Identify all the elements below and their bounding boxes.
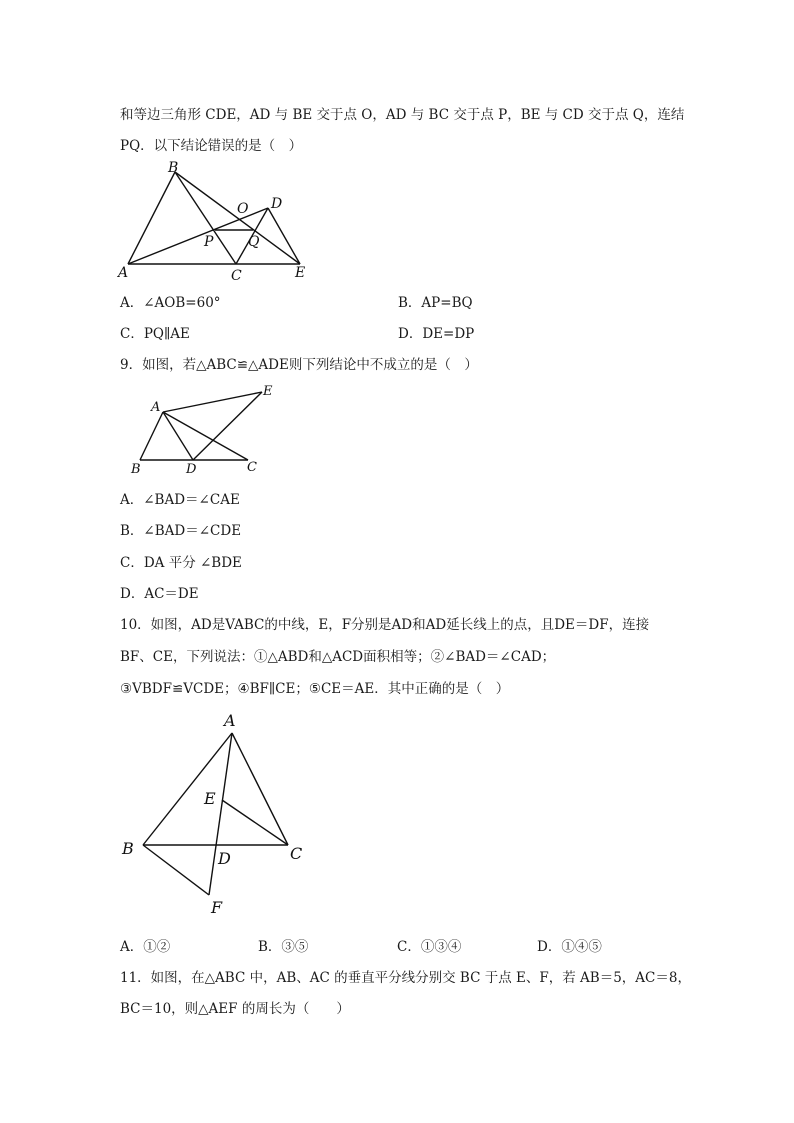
q8-label-c: C bbox=[231, 268, 242, 284]
q10-stem-line2: BF、CE，下列说法：①△ABD和△ACD面积相等；②∠BAD＝∠CAD； bbox=[120, 649, 556, 665]
q9-option-c[interactable]: C．DA 平分 ∠BDE bbox=[120, 555, 242, 571]
q8-label-o: O bbox=[237, 201, 249, 217]
q8-label-d: D bbox=[271, 196, 283, 212]
q9-option-b[interactable]: B．∠BAD＝∠CDE bbox=[120, 523, 242, 539]
q8-stem-line1: 和等边三角形 CDE，AD 与 BE 交于点 O，AD 与 BC 交于点 P，BE 与 CD 交于点 Q，连结 bbox=[120, 107, 685, 123]
q10-label-e: E bbox=[204, 789, 216, 808]
q10-label-d: D bbox=[218, 849, 231, 868]
q9-option-d[interactable]: D．AC＝DE bbox=[120, 586, 199, 602]
q9-label-b: B bbox=[131, 462, 141, 477]
q8-label-p: P bbox=[204, 234, 214, 250]
q8-option-a[interactable]: A．∠AOB=60° bbox=[120, 295, 221, 311]
q10-option-c[interactable]: C．①③④ bbox=[397, 939, 462, 955]
q10-stem-line3: ③VBDF≌VCDE；④BF∥CE；⑤CE＝AE．其中正确的是（ ） bbox=[120, 681, 510, 697]
q9-figure bbox=[125, 380, 285, 480]
q8-figure bbox=[115, 158, 315, 283]
q10-option-b[interactable]: B．③⑤ bbox=[258, 939, 309, 955]
q8-label-a: A bbox=[118, 265, 129, 281]
q8-option-d[interactable]: D．DE=DP bbox=[398, 326, 475, 342]
q8-label-q: Q bbox=[248, 234, 260, 250]
q9-option-a[interactable]: A．∠BAD＝∠CAE bbox=[120, 492, 240, 508]
q10-option-d[interactable]: D．①④⑤ bbox=[537, 939, 602, 955]
q10-figure bbox=[115, 705, 315, 920]
q10-label-a: A bbox=[224, 711, 236, 730]
q10-label-b: B bbox=[122, 839, 134, 858]
q10-stem-line1: 10．如图，AD是VABC的中线，E，F分别是AD和AD延长线上的点，且DE＝DF，连接 bbox=[120, 617, 650, 633]
q9-label-d: D bbox=[186, 462, 197, 477]
q11-stem-line1: 11．如图，在△ABC 中，AB、AC 的垂直平分线分别交 BC 于点 E、F，若 AB＝5，AC＝8， bbox=[120, 970, 691, 986]
q9-label-c: C bbox=[247, 460, 257, 475]
q10-option-a[interactable]: A．①② bbox=[120, 939, 171, 955]
q8-option-b[interactable]: B．AP=BQ bbox=[398, 295, 473, 311]
q9-label-e: E bbox=[263, 384, 273, 399]
q9-stem: 9．如图，若△ABC≌△ADE则下列结论中不成立的是（ ） bbox=[120, 357, 478, 373]
q8-label-b: B bbox=[168, 160, 179, 176]
q10-label-c: C bbox=[290, 844, 303, 863]
q8-stem-line2: PQ．以下结论错误的是（ ） bbox=[120, 138, 303, 154]
q8-label-e: E bbox=[295, 265, 306, 281]
q8-option-c[interactable]: C．PQ∥AE bbox=[120, 326, 190, 342]
q10-label-f: F bbox=[211, 898, 223, 917]
q9-label-a: A bbox=[151, 400, 161, 415]
q11-stem-line2: BC＝10，则△AEF 的周长为（ ） bbox=[120, 1001, 350, 1017]
